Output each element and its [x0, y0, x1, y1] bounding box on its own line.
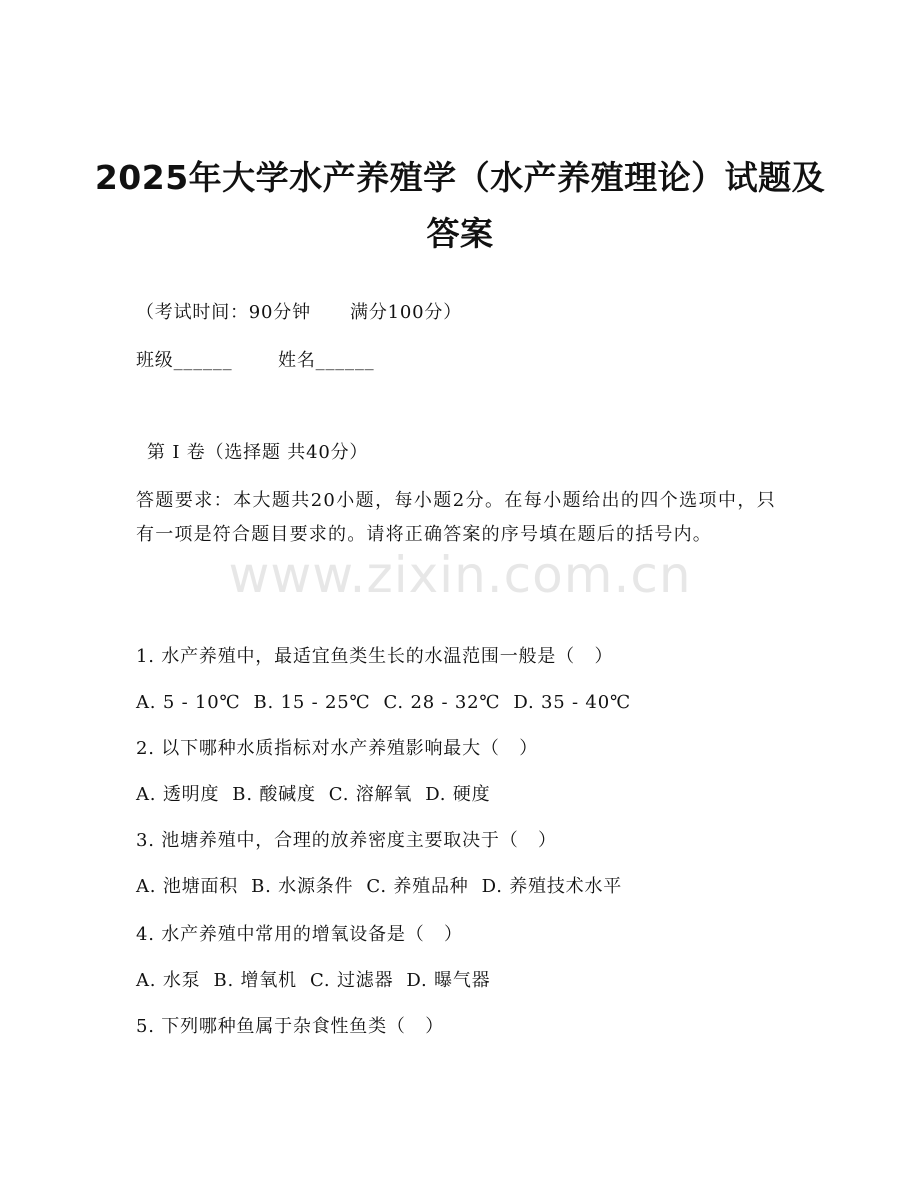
question-options: A. 5 - 10℃ B. 15 - 25℃ C. 28 - 32℃ D. 35 - 40℃ — [136, 692, 631, 713]
question-options: A. 池塘面积 B. 水源条件 C. 养殖品种 D. 养殖技术水平 — [136, 876, 623, 897]
question-options: A. 水泵 B. 增氧机 C. 过滤器 D. 曝气器 — [136, 970, 491, 991]
question-options: A. 透明度 B. 酸碱度 C. 溶解氧 D. 硬度 — [136, 784, 491, 805]
instructions: 答题要求：本大题共20小题，每小题2分。在每小题给出的四个选项中，只有一项是符合题目要求的。请将正确答案的序号填在题后的括号内。 — [136, 490, 776, 545]
section-heading: 第 I 卷（选择题 共40分） — [147, 442, 369, 463]
watermark: www.zixin.com.cn — [228, 546, 692, 604]
class-name-line: 班级______ 姓名______ — [136, 350, 375, 371]
question-stem: 1. 水产养殖中，最适宜鱼类生长的水温范围一般是（ ） — [136, 646, 614, 667]
question-stem: 5. 下列哪种鱼属于杂食性鱼类（ ） — [136, 1016, 445, 1037]
document-title: 2025年大学水产养殖学（水产养殖理论）试题及答案 — [94, 158, 826, 253]
question-stem: 3. 池塘养殖中，合理的放养密度主要取决于（ ） — [136, 830, 557, 851]
exam-info: （考试时间：90分钟 满分100分） — [136, 302, 462, 323]
question-stem: 2. 以下哪种水质指标对水产养殖影响最大（ ） — [136, 738, 539, 759]
question-stem: 4. 水产养殖中常用的增氧设备是（ ） — [136, 924, 463, 945]
